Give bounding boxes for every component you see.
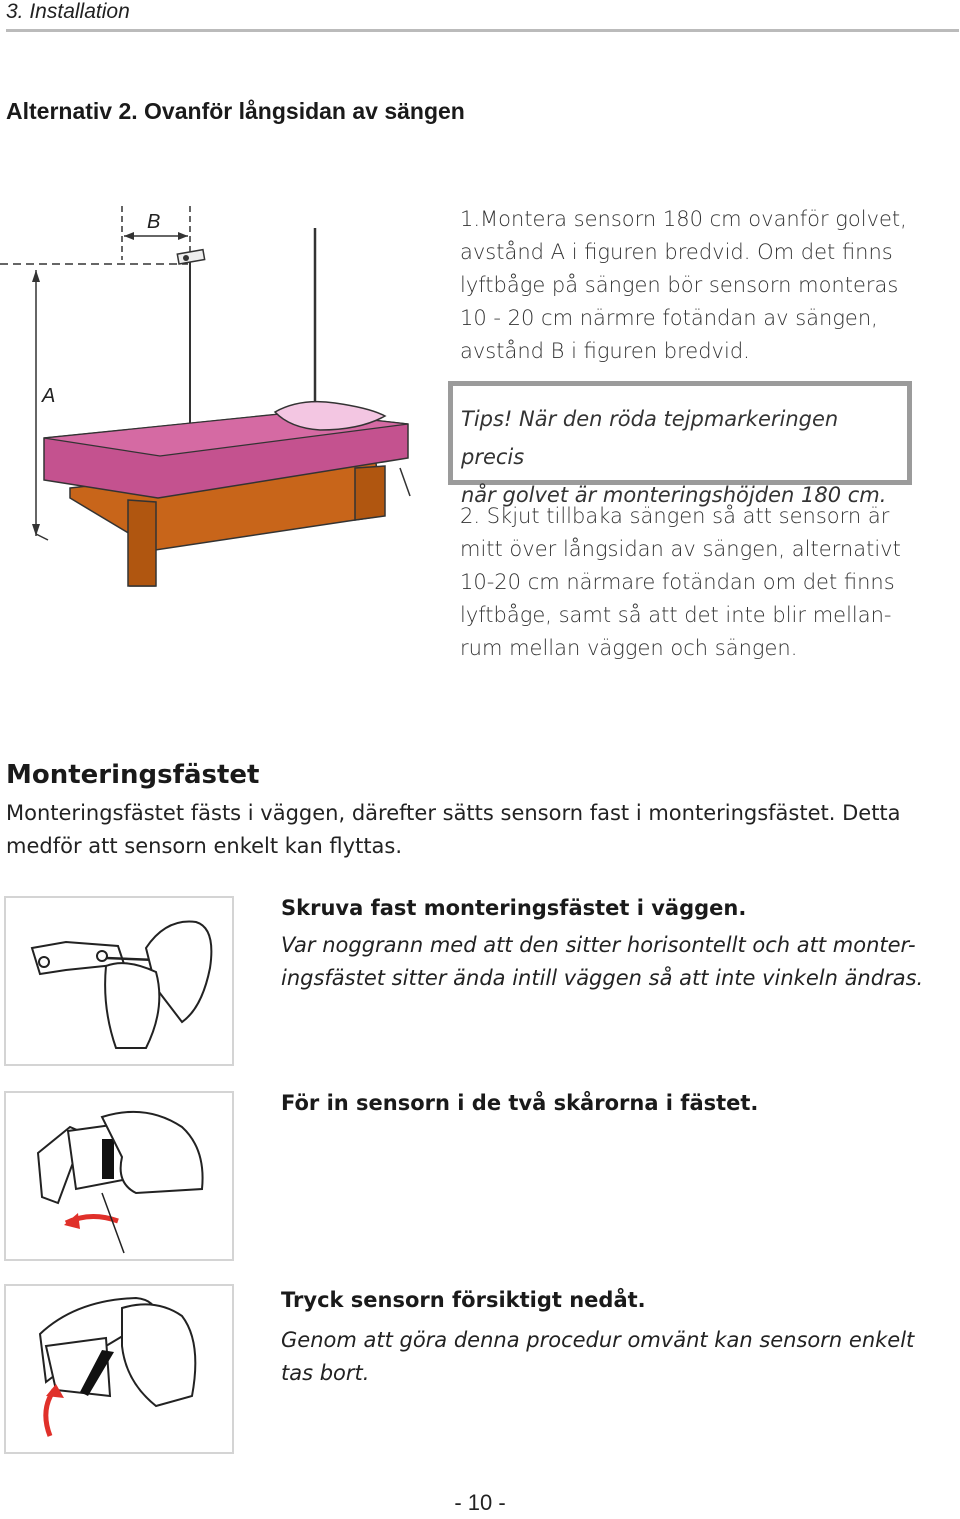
instruction-1-body: Var noggrann med att den sitter horisontellt och att monter-ingsfästet sitter ända intill väggen så att inte vinkeln ändras. [281, 933, 924, 990]
tip-text [461, 400, 907, 514]
tip-box [448, 381, 912, 507]
tip-line-2: når golvet är monteringshöjden 180 cm. [461, 483, 887, 507]
mount-title: Monteringsfästet [6, 760, 260, 790]
instruction-3-heading: Tryck sensorn försiktigt nedåt. [281, 1288, 646, 1312]
insert-sensor-figure [4, 1091, 234, 1261]
section-title: Alternativ 2. Ovanför långsidan av sängen [6, 98, 465, 124]
press-sensor-hand-icon [6, 1286, 232, 1452]
screw-bracket-figure [4, 896, 234, 1066]
sensor-icon [177, 250, 204, 264]
insert-sensor-hand-icon [6, 1093, 232, 1259]
instruction-3-body: Genom att göra denna procedur omvänt kan sensorn enkelt tas bort. [281, 1328, 915, 1385]
page-number: - 10 - [454, 1490, 506, 1515]
tip-label: Tips! [461, 407, 513, 431]
mount-intro: Monteringsfästet fästs i väggen, därefter sätts sensorn fast i monteringsfästet. Detta medför att sensorn enkelt kan flyttas. [6, 801, 901, 858]
bed-installation-figure [0, 198, 440, 598]
label-a: A [42, 385, 56, 407]
chapter-heading: 3. Installation [6, 0, 130, 23]
screwdriver-hand-icon [6, 898, 232, 1064]
tip-line-1: När den röda tejpmarkeringen precis [461, 407, 839, 469]
step-2-text: 2. Skjut tillbaka sängen så att sensorn är mitt över långsidan av sängen, alternativt 10-20 cm närmare fotändan om det finns lyftbåge, samt så att det inte blir mellan-rum mellan väggen och sängen. [460, 504, 901, 660]
instruction-2-heading: För in sensorn i de två skårorna i fästet. [281, 1091, 759, 1115]
instruction-1-heading: Skruva fast monteringsfästet i väggen. [281, 896, 747, 920]
header-rule [6, 29, 959, 32]
label-b: B [147, 211, 161, 233]
press-sensor-figure [4, 1284, 234, 1454]
step-1-text: 1.Montera sensorn 180 cm ovanför golvet, avstånd A i figuren bredvid. Om det finns lyftbåge på sängen bör sensorn monteras 10 - 20 cm närmre fotändan av sängen, avstånd B i figuren bredvid. [460, 207, 907, 363]
